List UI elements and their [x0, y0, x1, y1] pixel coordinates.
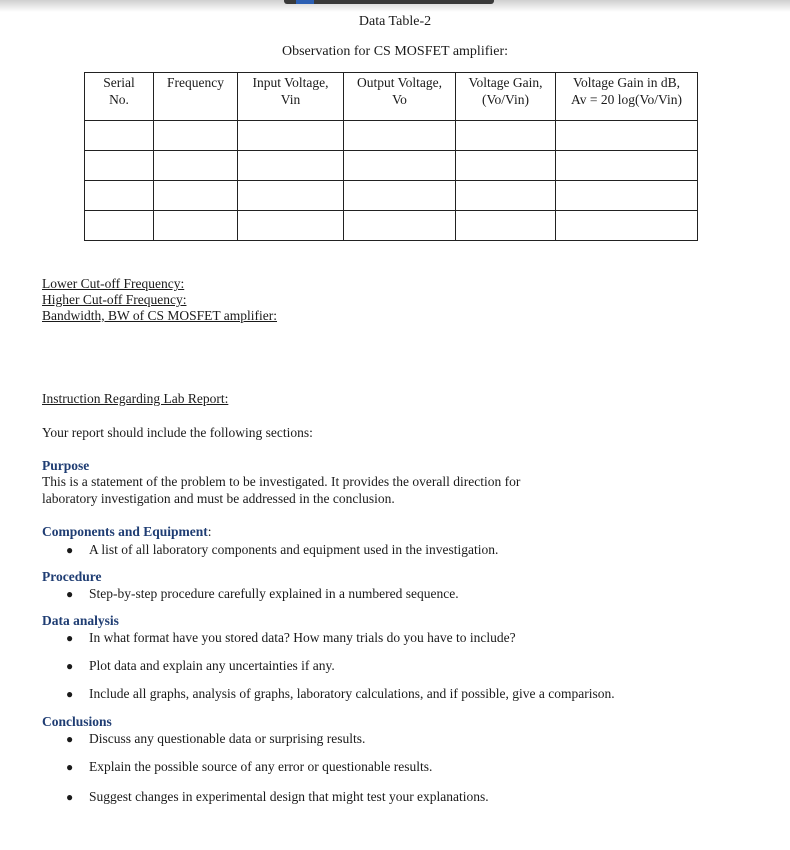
table-cell: [344, 211, 456, 241]
purpose-line-1: This is a statement of the problem to be investigated. It provides the overall direction for: [42, 474, 521, 489]
instructions-heading: Instruction Regarding Lab Report:: [42, 391, 229, 406]
table-cell: [154, 181, 238, 211]
table-cell: [238, 181, 344, 211]
header-input-voltage: Input Voltage, Vin: [238, 73, 344, 121]
table-cell: [556, 181, 698, 211]
list-item: ● Step-by-step procedure carefully explained in a numbered sequence.: [66, 586, 459, 601]
table-cell: [85, 121, 154, 151]
table-cell: [154, 151, 238, 181]
table-cell: [154, 121, 238, 151]
header-voltage-gain-db: Voltage Gain in dB, Av = 20 log(Vo/Vin): [556, 73, 698, 121]
table-cell: [85, 211, 154, 241]
table-subtitle: Observation for CS MOSFET amplifier:: [281, 44, 509, 59]
table-row: [85, 121, 698, 151]
table-cell: [85, 151, 154, 181]
lower-cutoff-label: Lower Cut-off Frequency:: [42, 276, 185, 291]
table-cell: [238, 121, 344, 151]
table-cell: [456, 151, 556, 181]
list-item: ● Explain the possible source of any error or questionable results.: [66, 759, 433, 774]
table-cell: [556, 211, 698, 241]
list-item: ● Include all graphs, analysis of graphs, laboratory calculations, and if possible, give a comparison.: [66, 686, 615, 701]
bandwidth-label: Bandwidth, BW of CS MOSFET amplifier:: [42, 308, 278, 323]
components-heading: Components and Equipment:: [42, 524, 212, 539]
table-row: [85, 151, 698, 181]
purpose-heading: Purpose: [42, 458, 90, 473]
table-cell: [456, 211, 556, 241]
header-voltage-gain: Voltage Gain, (Vo/Vin): [456, 73, 556, 121]
table-cell: [238, 151, 344, 181]
list-item: ● In what format have you stored data? How many trials do you have to include?: [66, 630, 516, 645]
table-cell: [456, 121, 556, 151]
table-cell: [344, 151, 456, 181]
table-cell: [556, 151, 698, 181]
table-cell: [154, 211, 238, 241]
instructions-intro: Your report should include the following sections:: [42, 425, 313, 440]
observation-table: [84, 72, 698, 241]
viewer-toolbar-strip[interactable]: [284, 0, 494, 4]
table-cell: [456, 181, 556, 211]
header-serial: Serial No.: [85, 73, 154, 121]
header-output-voltage: Output Voltage, Vo: [344, 73, 456, 121]
header-frequency: Frequency: [154, 73, 238, 121]
conclusions-heading: Conclusions: [42, 714, 112, 729]
data-analysis-heading: Data analysis: [42, 613, 119, 628]
higher-cutoff-label: Higher Cut-off Frequency:: [42, 292, 187, 307]
table-cell: [85, 181, 154, 211]
table-cell: [344, 121, 456, 151]
table-row: [85, 181, 698, 211]
list-item: ● Discuss any questionable data or surprising results.: [66, 731, 366, 746]
table-cell: [238, 211, 344, 241]
purpose-line-2: laboratory investigation and must be addressed in the conclusion.: [42, 491, 395, 506]
procedure-heading: Procedure: [42, 569, 102, 584]
table-title: Data Table-2: [358, 14, 432, 29]
list-item: ● Suggest changes in experimental design that might test your explanations.: [66, 789, 489, 804]
table-cell: [344, 181, 456, 211]
table-row: [85, 211, 698, 241]
list-item: ● A list of all laboratory components and equipment used in the investigation.: [66, 542, 499, 557]
list-item: ● Plot data and explain any uncertainties if any.: [66, 658, 335, 673]
table-header-row: [85, 73, 698, 121]
table-cell: [556, 121, 698, 151]
